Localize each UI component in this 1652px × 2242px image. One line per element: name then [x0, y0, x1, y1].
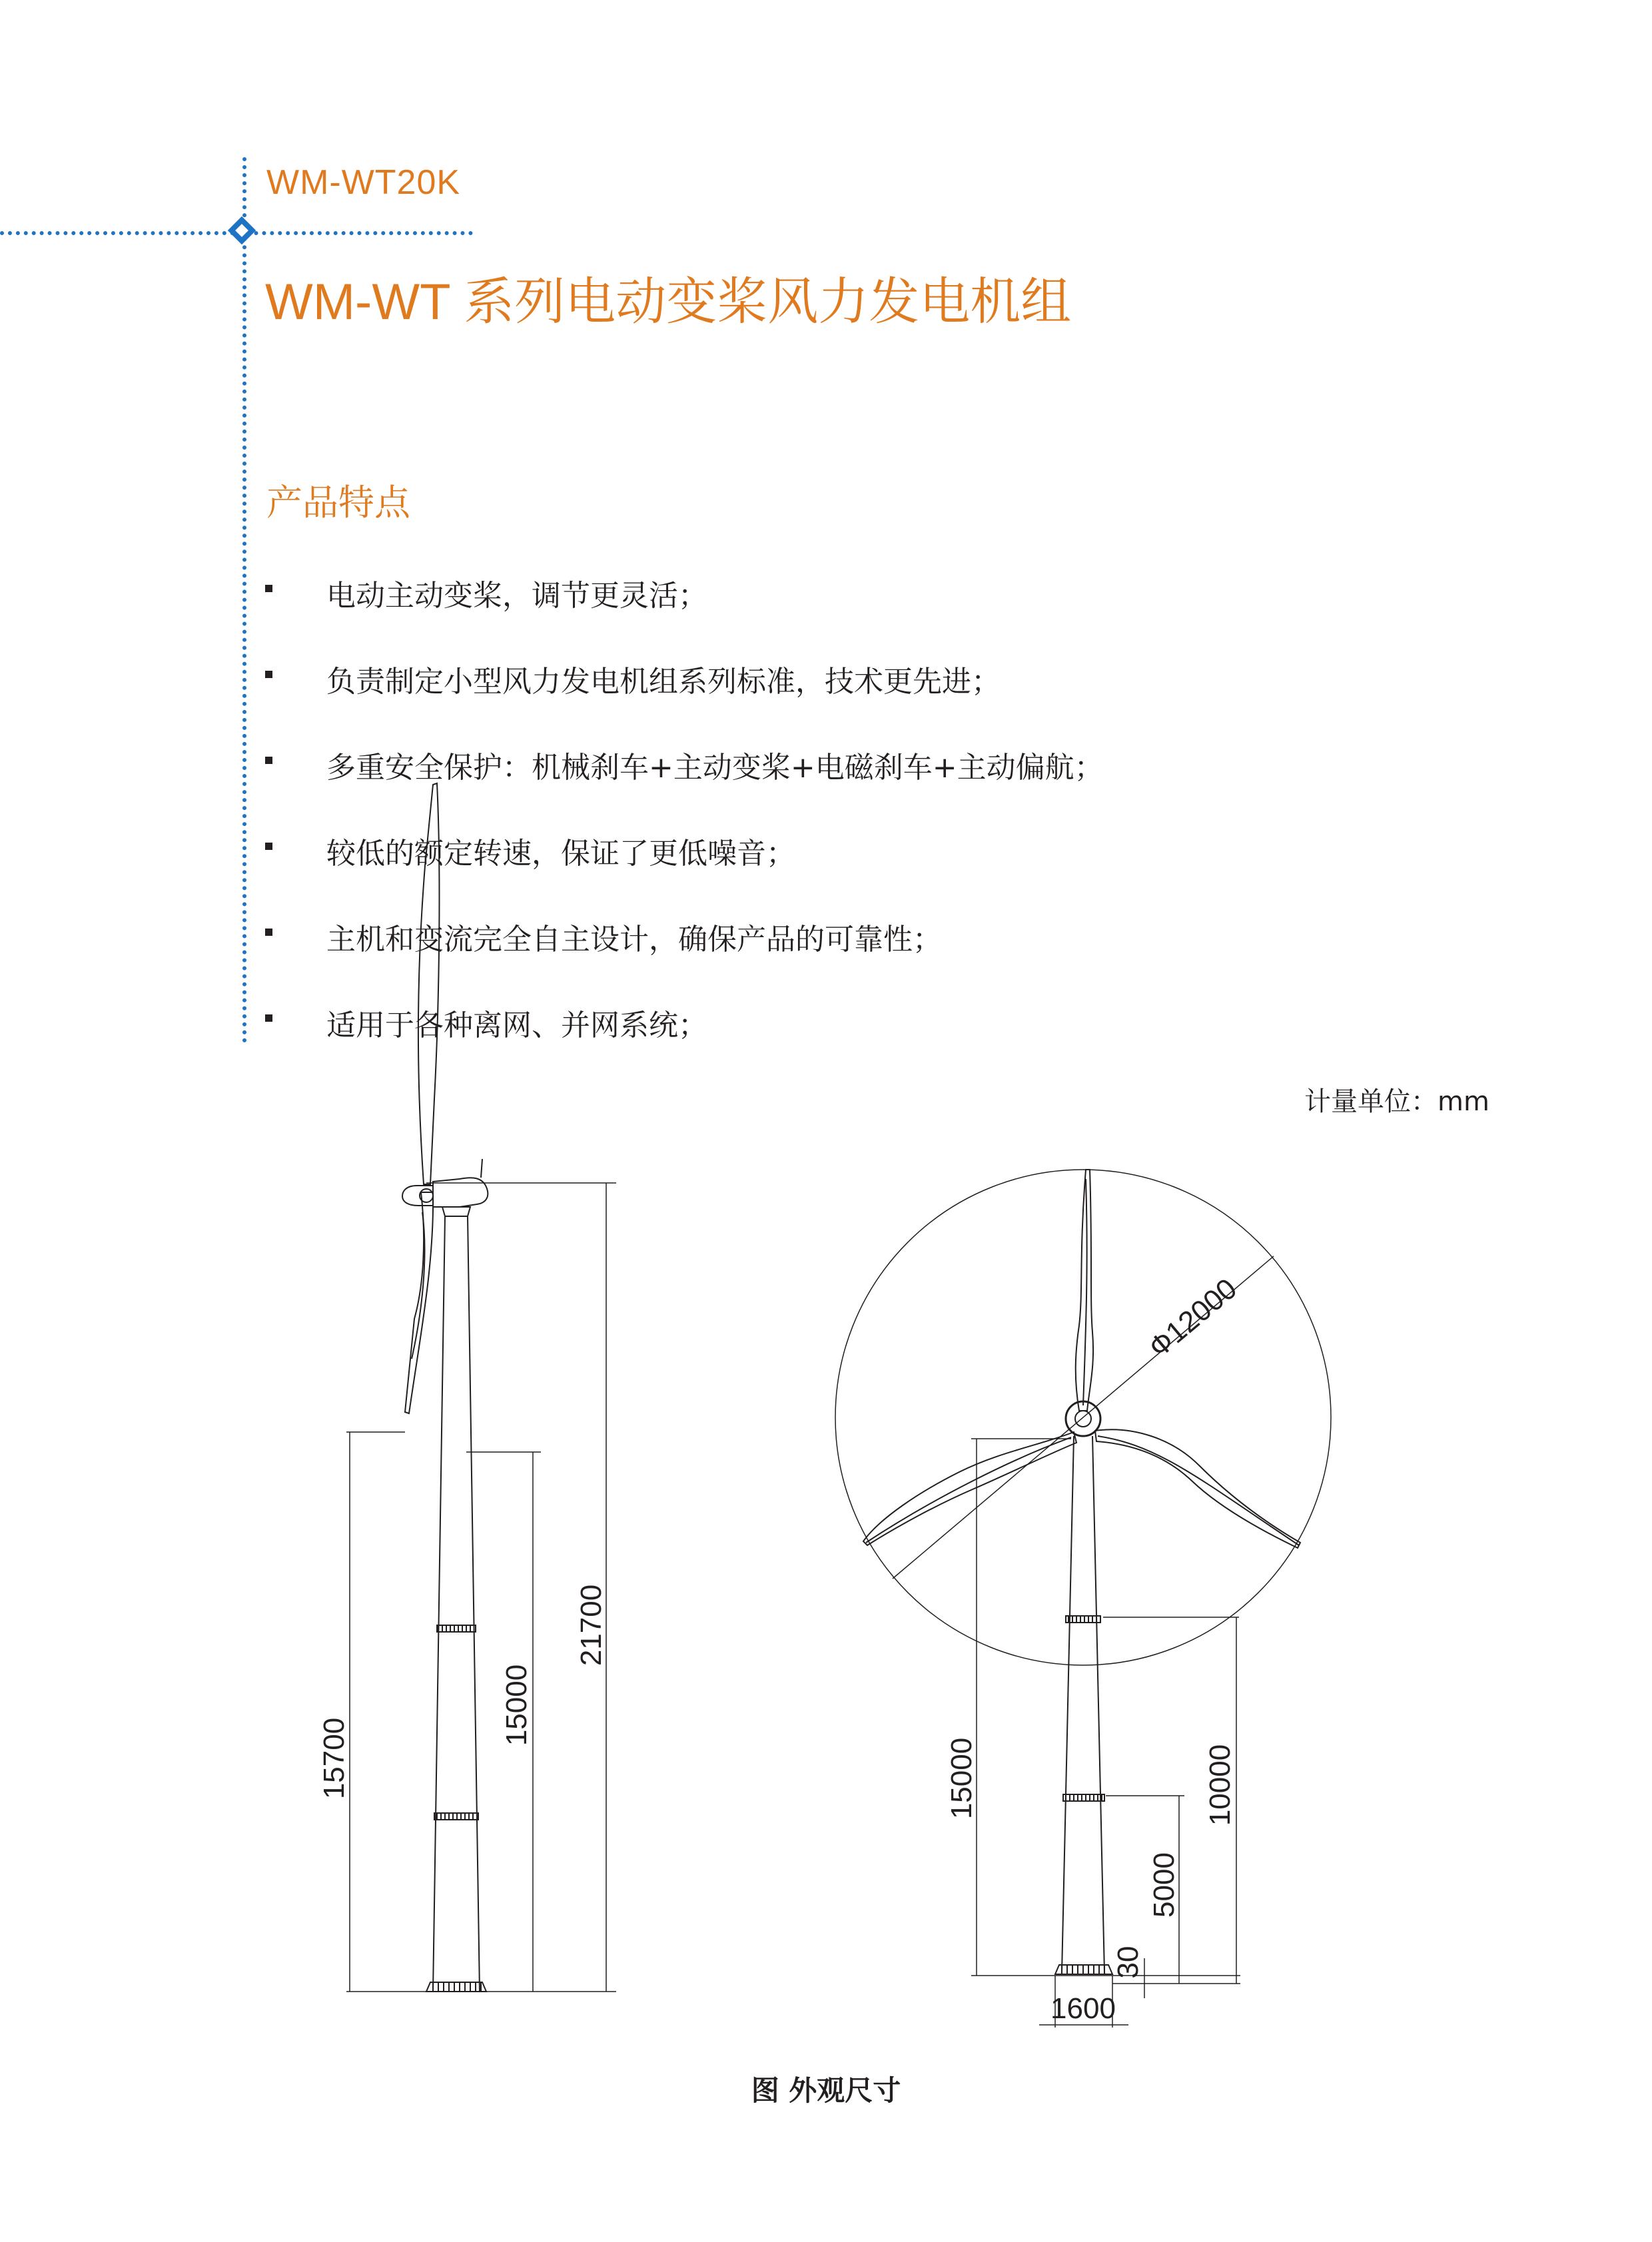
- side-tower-right: [468, 1216, 480, 1992]
- side-flange-upper-teeth: [438, 1625, 470, 1632]
- feature-text: 多重安全保护：机械刹车+主动变桨+电磁刹车+主动偏航；: [326, 751, 1104, 785]
- dim-front-tower-height: 15000: [945, 1737, 978, 1820]
- side-wind-vane: [481, 1159, 482, 1178]
- side-nacelle: [433, 1178, 488, 1207]
- dim-foundation: 30: [1112, 1946, 1144, 1979]
- side-flange-lower-teeth: [437, 1813, 473, 1820]
- front-blade-left: [863, 1432, 1076, 1545]
- model-number: WM-WT20K: [266, 163, 461, 202]
- dim-rotor-diameter: Ф12000: [1142, 1272, 1244, 1364]
- dim-section-2: 10000: [1204, 1744, 1236, 1826]
- feature-text: 主机和变流完全自主设计，确保产品的可靠性；: [326, 923, 942, 956]
- feature-text: 负责制定小型风力发电机组系列标准，技术更先进；: [326, 665, 1001, 699]
- dim-hub-height: 15700: [318, 1717, 350, 1800]
- dim-total-height: 21700: [575, 1584, 608, 1667]
- front-flange-upper-teeth: [1068, 1616, 1096, 1623]
- dim-section-1: 5000: [1148, 1852, 1180, 1918]
- unit-label: 计量单位：mm: [1304, 1086, 1489, 1117]
- side-base-teeth: [433, 1982, 481, 1992]
- front-view: [835, 1170, 1331, 2028]
- page-title: WM-WT 系列电动变桨风力发电机组: [265, 274, 1072, 330]
- dim-base-width: 1600: [1050, 1992, 1116, 2025]
- side-base-flange: [426, 1982, 486, 1992]
- side-tower-left: [433, 1216, 445, 1992]
- front-flange-lower-teeth: [1066, 1794, 1102, 1801]
- features-heading: 产品特点: [266, 482, 410, 524]
- front-blade-right: [1095, 1429, 1300, 1548]
- side-yaw-head: [442, 1207, 470, 1216]
- front-base-teeth: [1062, 1965, 1104, 1974]
- front-blade-right-inner: [1098, 1436, 1299, 1545]
- side-blade-lower-inner: [412, 1212, 424, 1359]
- side-blade-lower: [405, 1192, 433, 1413]
- front-flange-upper: [1066, 1616, 1100, 1623]
- front-tower-right: [1092, 1436, 1104, 1973]
- feature-text: 较低的额定转速，保证了更低噪音；: [326, 837, 795, 871]
- side-view: [318, 783, 616, 1992]
- feature-text: 适用于各种离网、并网系统；: [326, 1008, 707, 1042]
- side-blade-upper: [418, 783, 440, 1184]
- feature-text: 电动主动变桨，调节更灵活；: [326, 579, 707, 613]
- figure-caption: 图 外观尺寸: [751, 2074, 901, 2107]
- dim-tower-height: 15000: [500, 1664, 533, 1746]
- front-tower-left: [1062, 1436, 1074, 1973]
